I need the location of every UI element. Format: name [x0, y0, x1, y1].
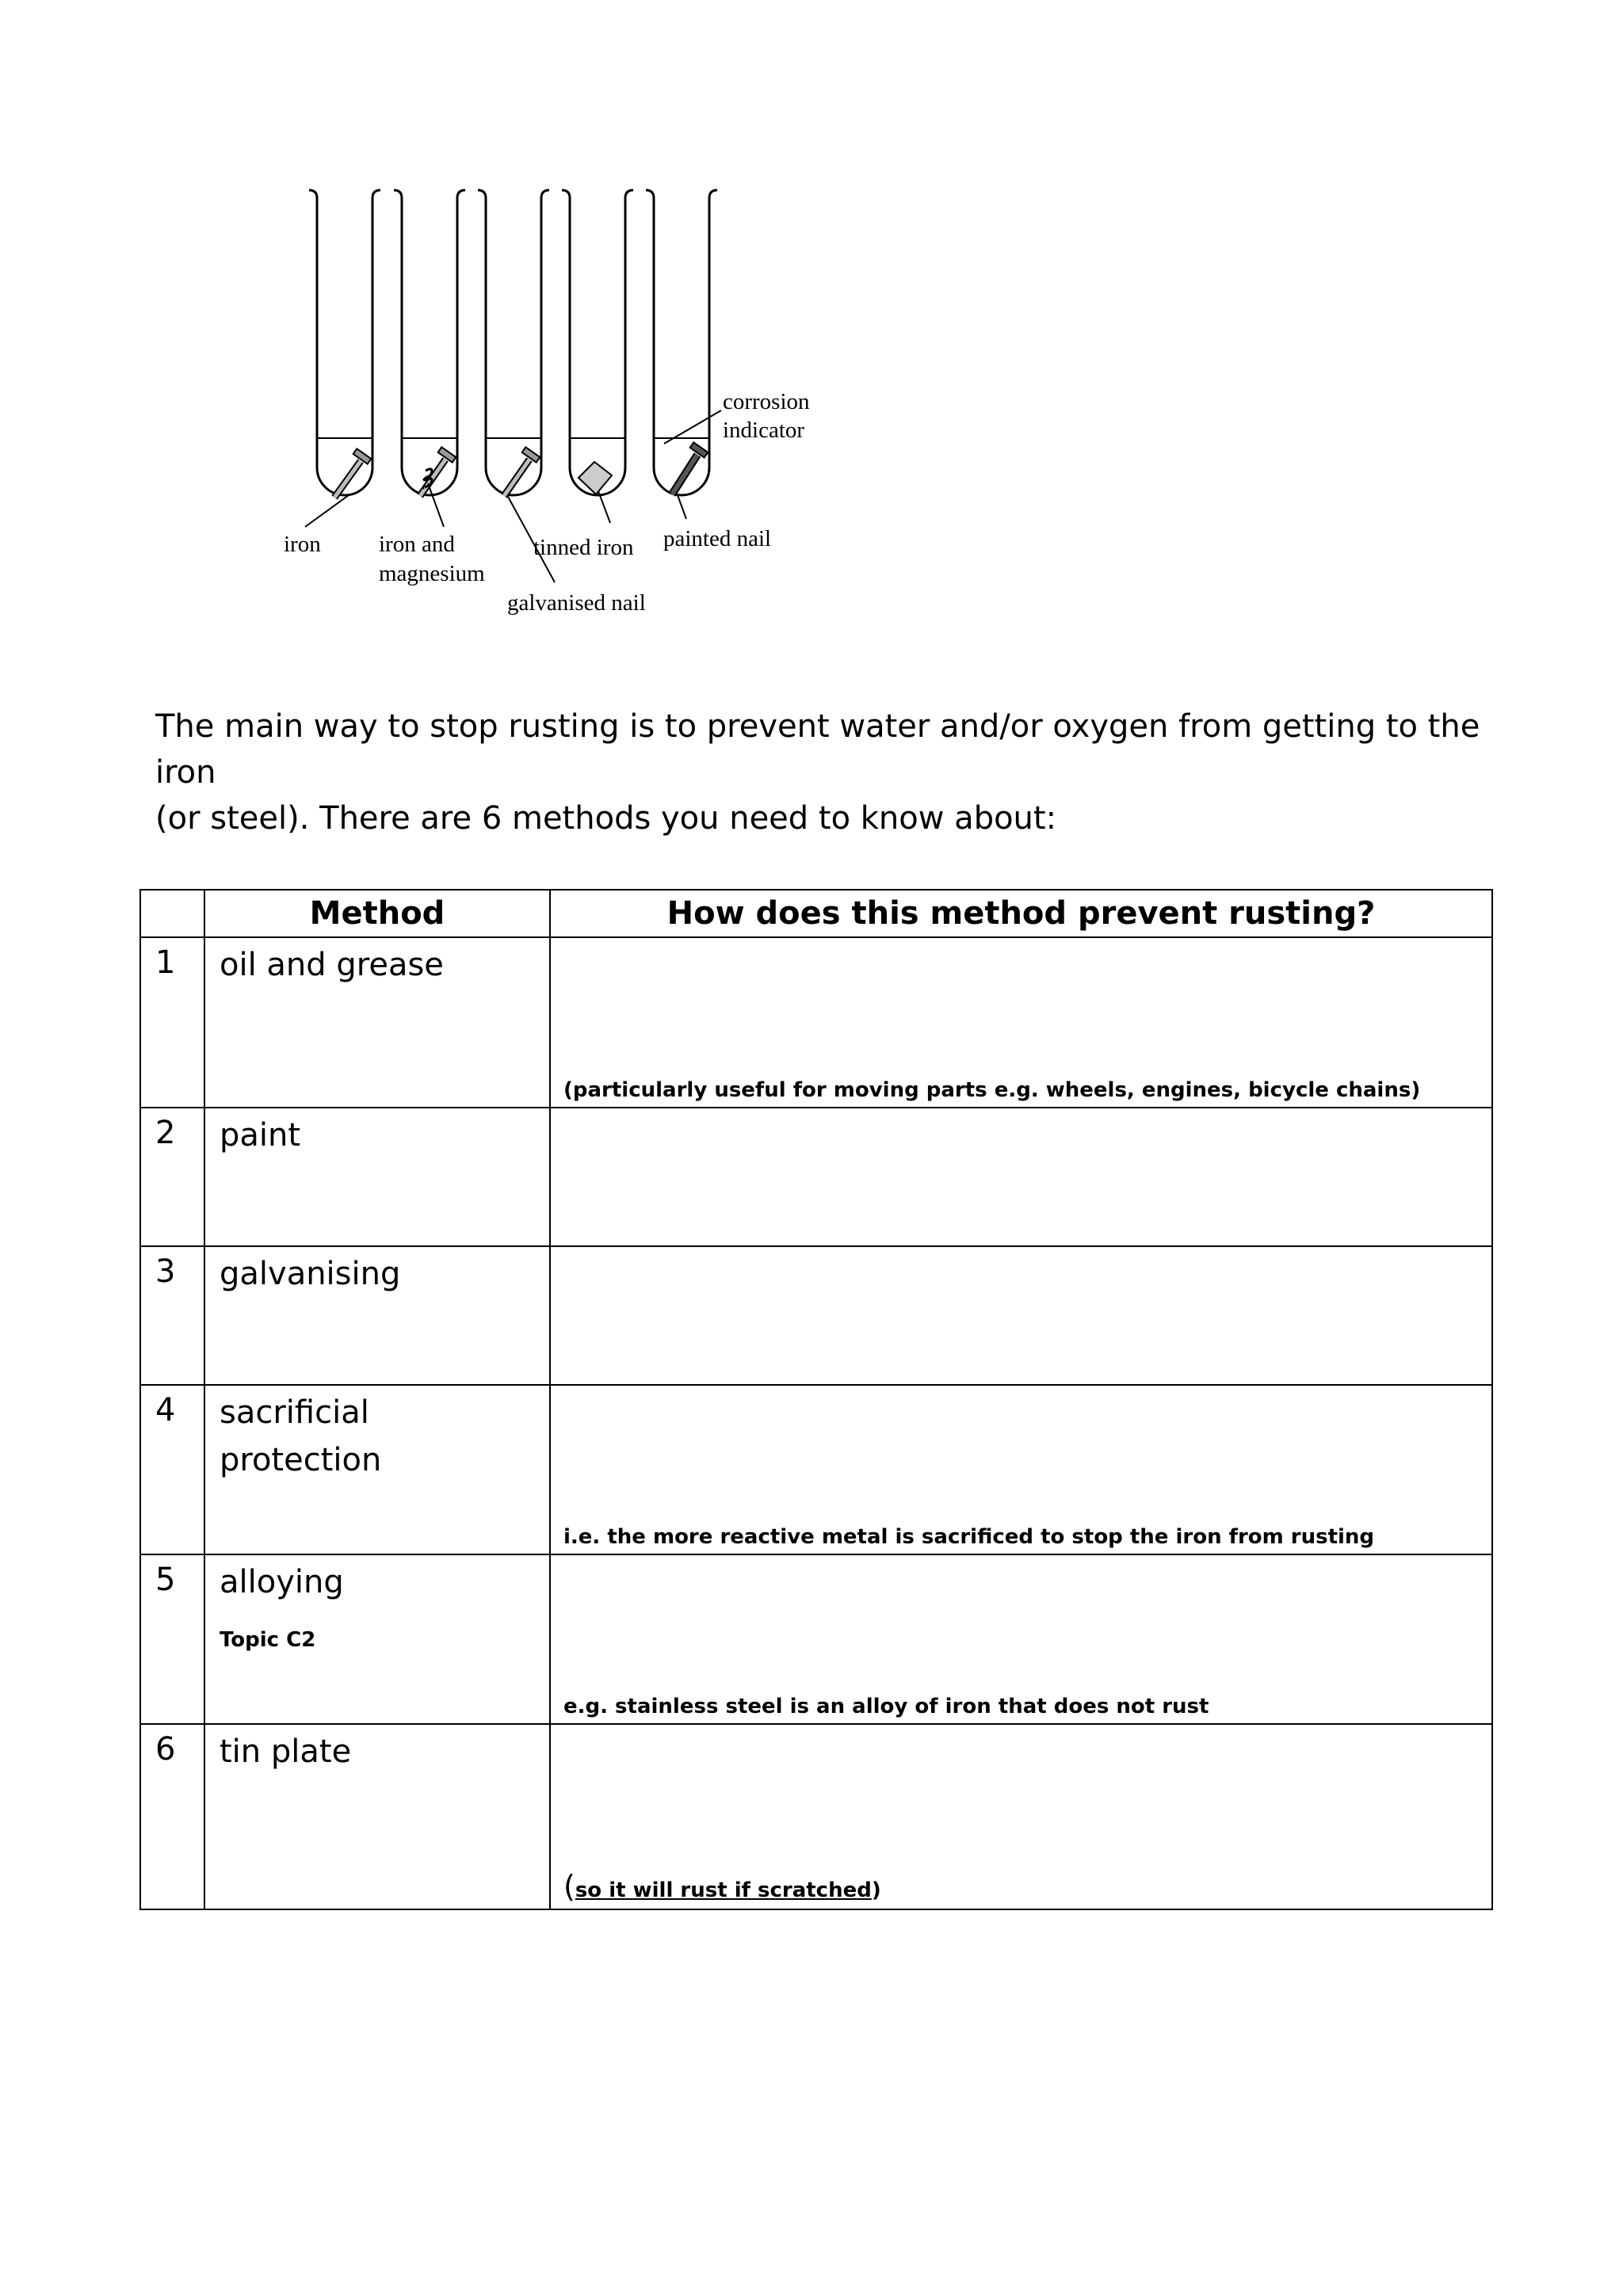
row-method	[204, 1554, 550, 1724]
table-row	[140, 937, 1492, 1108]
methods-table	[139, 889, 1493, 1910]
row-method: tin plate	[204, 1724, 550, 1909]
note-underlined: so it will rust if scratched	[575, 1878, 872, 1902]
row-note: i.e. the more reactive metal is sacrificed to stop the iron from rusting	[563, 1525, 1375, 1549]
test-tube-painted-nail	[646, 190, 717, 495]
label-magnesium: magnesium	[379, 561, 485, 586]
answer-cell[interactable]	[550, 1554, 1492, 1724]
row-number: 1	[140, 937, 204, 1108]
answer-cell[interactable]	[550, 1385, 1492, 1554]
header-number	[140, 890, 204, 937]
row-method: paint	[204, 1108, 550, 1246]
row-note: (particularly useful for moving parts e.g. wheels, engines, bicycle chains)	[563, 1078, 1421, 1102]
label-corrosion: corrosion	[723, 389, 810, 414]
note-open-paren: (	[563, 1869, 575, 1904]
row-number: 5	[140, 1554, 204, 1724]
table-row	[140, 1724, 1492, 1909]
row-method: oil and grease	[204, 937, 550, 1108]
note-close-paren: )	[871, 1878, 881, 1902]
label-iron: iron	[284, 532, 321, 557]
row-number: 6	[140, 1724, 204, 1909]
nail-iron-and-magnesium	[420, 447, 456, 496]
nail-iron	[334, 448, 371, 498]
table-row	[140, 1554, 1492, 1724]
intro-text	[155, 704, 1550, 841]
tinned-iron-piece	[579, 462, 612, 494]
row-note	[563, 1869, 881, 1904]
table-row	[140, 1385, 1492, 1554]
answer-cell[interactable]	[550, 1108, 1492, 1246]
label-iron-and: iron and	[379, 532, 455, 557]
header-method: Method	[204, 890, 550, 937]
row-number: 3	[140, 1246, 204, 1385]
label-painted-nail: painted nail	[663, 526, 772, 551]
intro-line-1: The main way to stop rusting is to prevent water and/or oxygen from getting to the iron	[155, 708, 1480, 791]
answer-cell[interactable]	[550, 937, 1492, 1108]
method-line-1: sacrificial	[220, 1394, 369, 1431]
test-tube-tinned-iron	[562, 190, 633, 495]
table-row	[140, 1108, 1492, 1246]
test-tube-galvanised-nail	[478, 190, 549, 495]
intro-line-2: (or steel). There are 6 methods you need to know about:	[155, 800, 1057, 837]
row-method: galvanising	[204, 1246, 550, 1385]
label-indicator: indicator	[723, 418, 805, 443]
answer-cell[interactable]	[550, 1724, 1492, 1909]
row-method	[204, 1385, 550, 1554]
nail-galvanised	[504, 447, 540, 496]
row-note: e.g. stainless steel is an alloy of iron that does not rust	[563, 1695, 1209, 1718]
topic-label: Topic C2	[220, 1628, 316, 1652]
label-galvanised-nail: galvanised nail	[507, 590, 646, 616]
label-tinned-iron: tinned iron	[533, 535, 634, 560]
header-how: How does this method prevent rusting?	[550, 890, 1492, 937]
test-tube-iron-and-magnesium	[394, 190, 465, 495]
row-number: 2	[140, 1108, 204, 1246]
table-row	[140, 1246, 1492, 1385]
test-tube-iron	[309, 190, 380, 495]
answer-cell[interactable]	[550, 1246, 1492, 1385]
method-name: alloying	[220, 1564, 344, 1600]
test-tube-diagram	[0, 0, 872, 634]
table-header-row	[140, 890, 1492, 937]
row-number: 4	[140, 1385, 204, 1554]
method-line-2: protection	[220, 1442, 382, 1478]
